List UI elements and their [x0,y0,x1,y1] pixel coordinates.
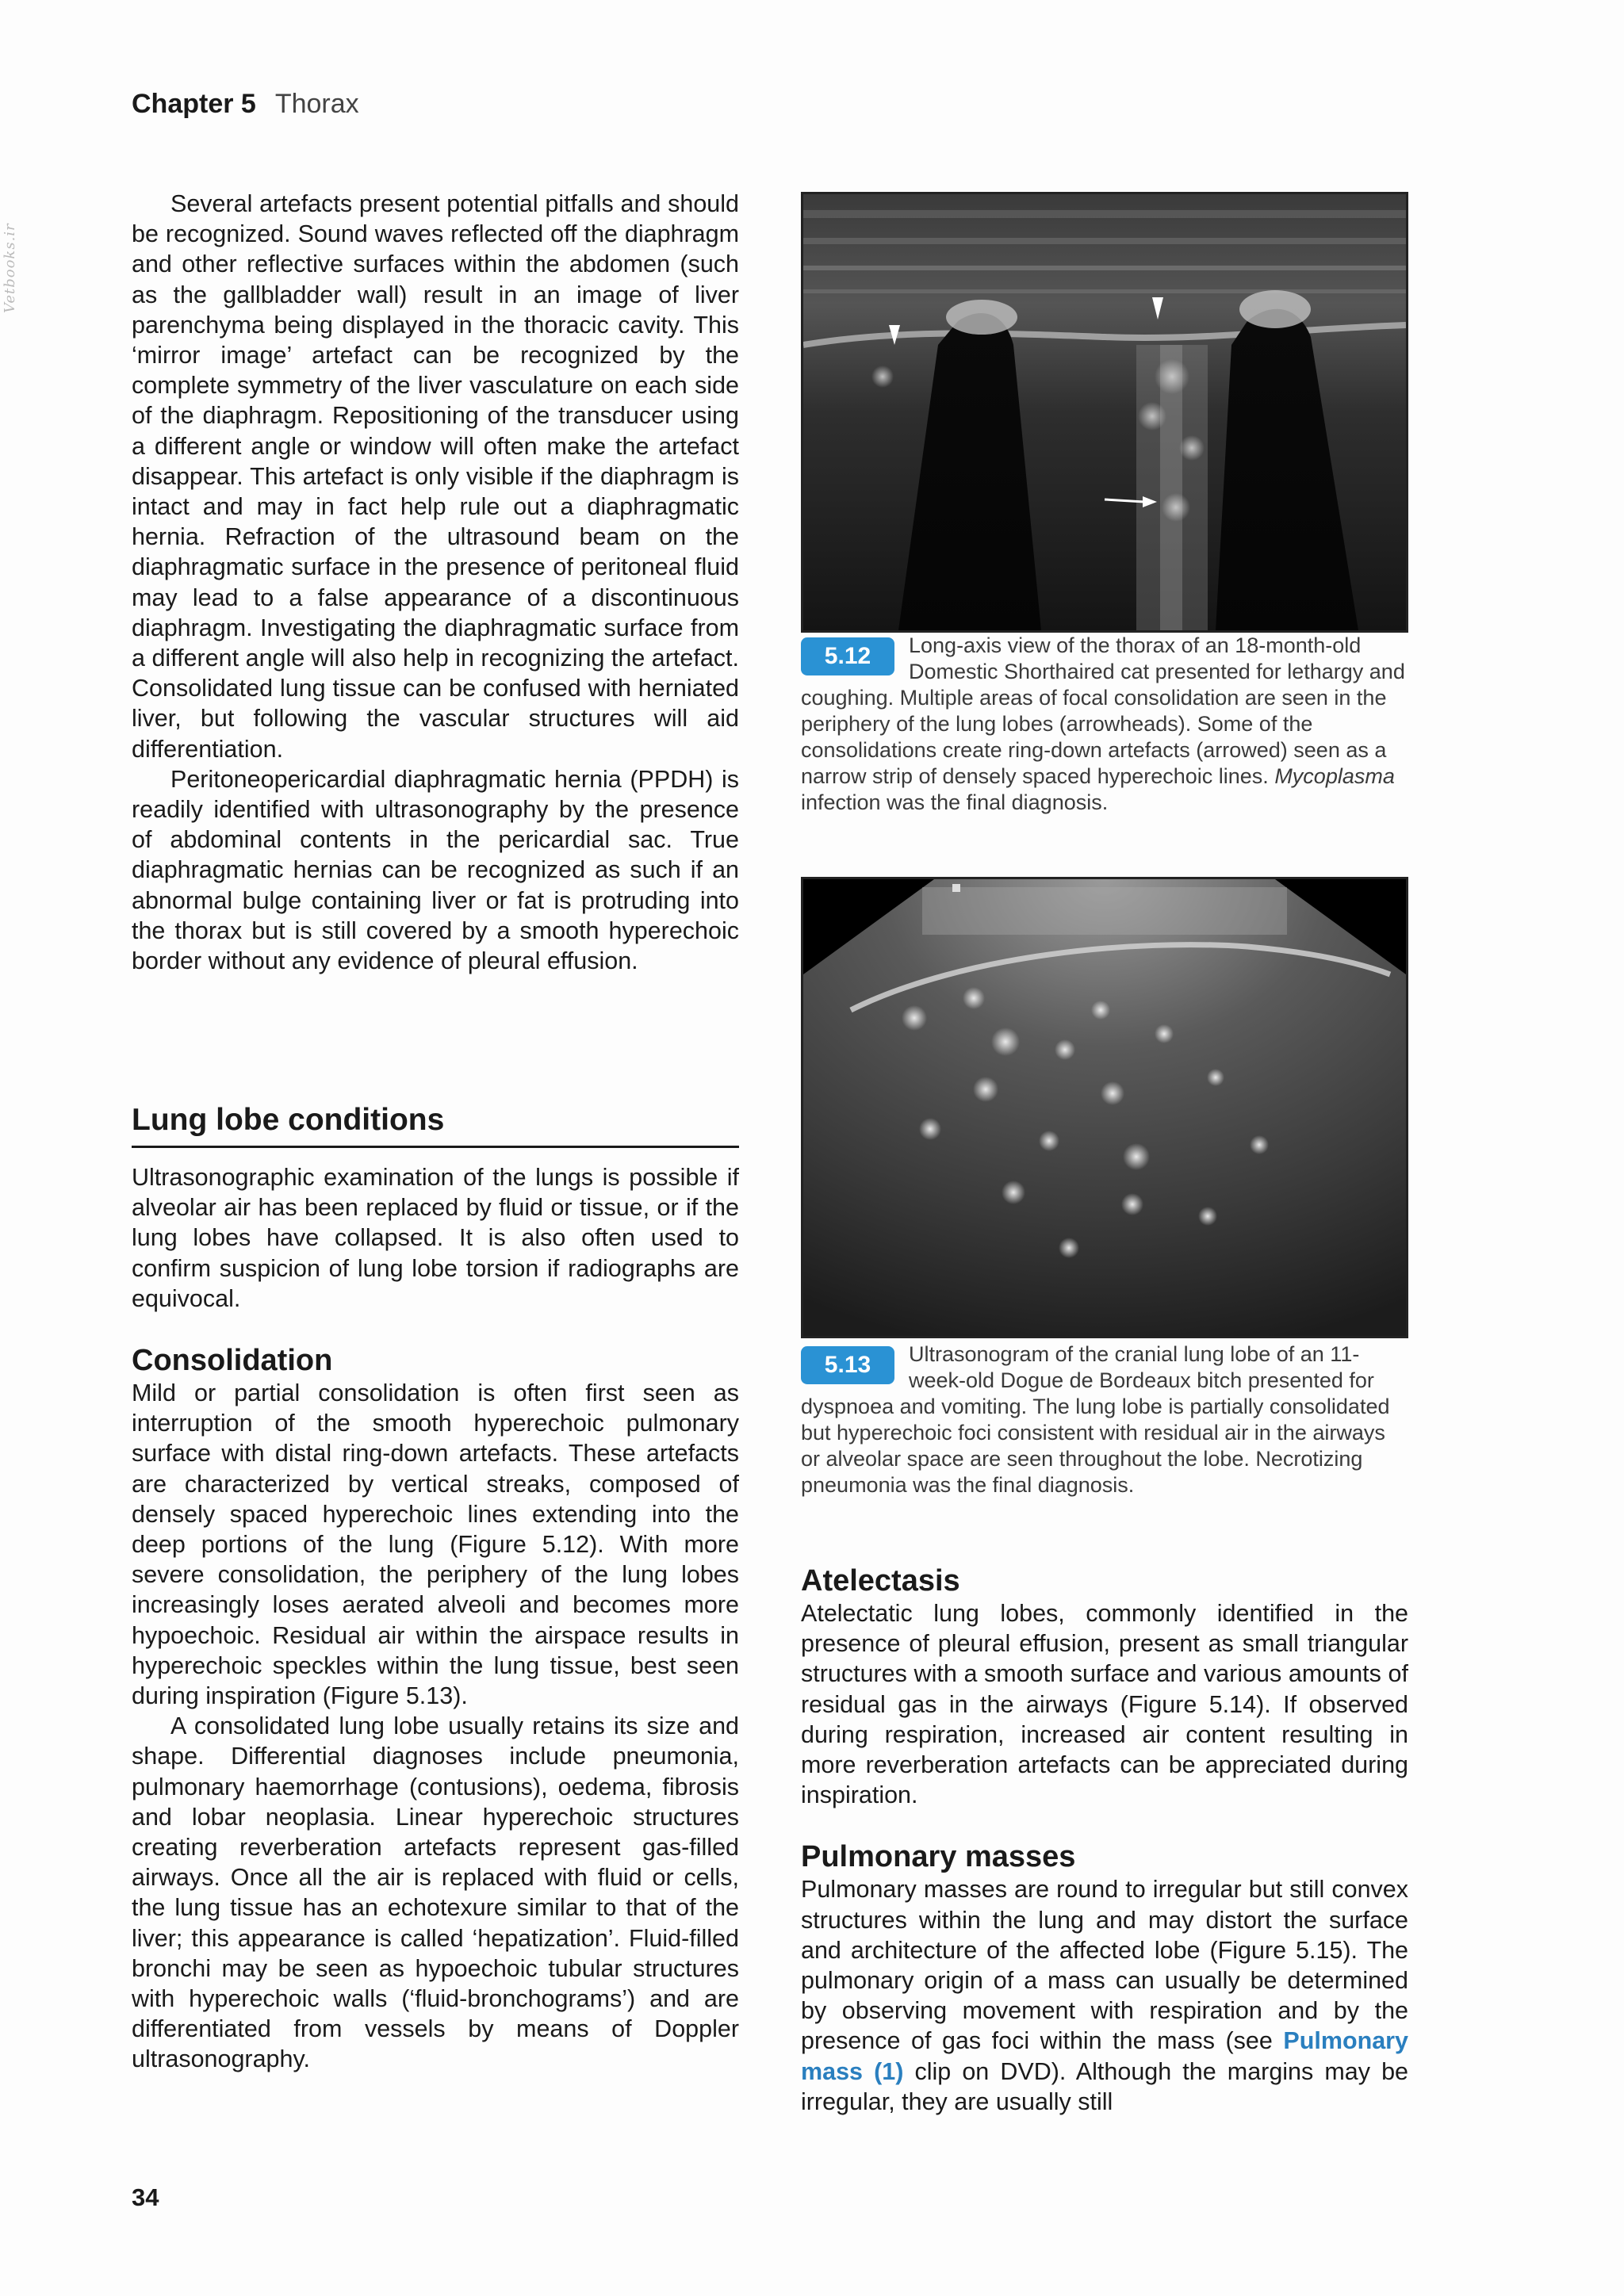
atelectasis-paragraph: Atelectatic lung lobes, commonly identified in the presence of pleural effusion, present as small triangular structures with a smooth surface and various amounts of residual gas in the airways (Figure 5.14). If observed during respiration, increased air content resulting in more reverberation artefacts can be appreciated during inspiration. [801,1600,1408,1809]
figure-5-12-image [801,192,1408,633]
watermark: Vetbooks.ir [2,223,18,313]
section-heading: Lung lobe conditions [132,1103,739,1148]
caption-text: infection was the final diagnosis. [801,790,1109,814]
chapter-label: Chapter 5 [132,89,256,119]
consolidation-heading: Consolidation [132,1344,333,1378]
chapter-title: Thorax [274,89,359,119]
caption-italic-text: Mycoplasma [1274,764,1395,788]
figure-5-13-caption [801,1341,1408,1498]
page-number: 34 [132,2183,159,2211]
ultrasound-image-5-13 [803,879,1406,1336]
pulmonary-masses-heading: Pulmonary masses [801,1840,1076,1874]
left-column-top [132,189,739,976]
ultrasound-image-5-12 [803,194,1406,630]
dvd-clip-link[interactable]: Pulmonary mass (1) [801,2027,1408,2085]
caption-text: Long-axis view of the thorax of an 18-month-old Domestic Shorthaired cat presented for lethargy and coughing. Multiple areas of focal consolidation are seen in the periphery of the lung lobes (arrowheads). Some of the consolidations create ring-down artefacts (arrowed) seen as a narrow strip of densely spaced hyperechoic lines. [801,633,1405,788]
consolidation-paragraph-1: Mild or partial consolidation is often first seen as interruption of the smooth hyperechoic pulmonary surface with distal ring-down artefacts. These artefacts are characterized by vertical streaks, composed of densely spaced hyperechoic lines extending into the deep portions of the lung (Figure 5.12). With more severe consolidation, the periphery of the lung lobes increasingly loses aerated alveoli and becomes more hypoechoic. Residual air within the airspace results in hyperechoic speckles within the lung tissue, best seen during inspiration (Figure 5.13). [132,1380,739,1710]
masses-text: clip on DVD). Although the margins may be irregular, they are usually still [801,2057,1409,2115]
paragraph-artefacts: Several artefacts present potential pitfalls and should be recognized. Sound waves reflected off the diaphragm and other reflective surfaces within the abdomen (such as the gallbladder wall) result in an image of liver parenchyma being displayed in the thoracic cavity. This ‘mirror image’ artefact can be recognized by the complete symmetry of the liver vasculature on each side of the diaphragm. Repositioning of the transducer using a different angle or window will often make the artefact disappear. This artefact is only visible if the diaphragm is intact and may in fact help rule out a diaphragmatic hernia. Refraction of the ultrasound beam on the diaphragmatic surface in the presence of peritoneal fluid may lead to a false appearance of a discontinuous diaphragm. Investigating the diaphragmatic surface from a different angle will also help in recognizing the artefact. Consolidated lung tissue can be confused with herniated liver, but following the vascular structures will aid differentiation. [132,190,739,763]
left-column-bottom [132,1162,739,2075]
masses-text: Pulmonary masses are round to irregular but still convex structures within the lung and may distort the surface and architecture of the affected lobe (Figure 5.15). The pulmonary origin of a mass can usually be determined by observing movement with respiration and by the presence of gas foci within the mass (see [801,1876,1408,2055]
figure-number-badge: 5.13 [801,1346,894,1384]
figure-number-badge: 5.12 [801,637,894,675]
figure-5-12-caption [801,633,1408,816]
right-column-bottom [801,1563,1408,2117]
section-intro: Ultrasonographic examination of the lungs is possible if alveolar air has been replaced by fluid or tissue, or if the lung lobes have collapsed. It is also often used to confirm suspicion of lung lobe torsion if radiographs are equivocal. [132,1164,739,1312]
figure-5-13-image [801,877,1408,1338]
paragraph-ppdh: Peritoneopericardial diaphragmatic hernia (PPDH) is readily identified with ultrasonography by the presence of abdominal contents in the pericardial sac. True diaphragmatic hernias can be recognized as such if an abnormal bulge containing liver or fat is protruding into the thorax but is still covered by a smooth hyperechoic border without any evidence of pleural effusion. [132,765,739,975]
atelectasis-heading: Atelectasis [801,1564,960,1598]
pulmonary-masses-paragraph [801,1874,1408,2117]
running-head [132,89,359,120]
transducer-marker [952,884,960,892]
caption-text: Ultrasonogram of the cranial lung lobe of an 11-week-old Dogue de Bordeaux bitch presented for dyspnoea and vomiting. The lung lobe is partially consolidated but hyperechoic foci consistent with residual air in the airways or alveolar space are seen throughout the lobe. Necrotizing pneumonia was the final diagnosis. [801,1342,1390,1497]
consolidation-paragraph-2: A consolidated lung lobe usually retains its size and shape. Differential diagnoses include pneumonia, pulmonary haemorrhage (contusions), oedema, fibrosis and lobar neoplasia. Linear hyperechoic structures creating reverberation artefacts represent gas-filled airways. Once all the air is replaced with fluid or cells, the lung tissue has an echotexure similar to that of the liver; this appearance is called ‘hepatization’. Fluid-filled bronchi may be seen as hypoechoic tubular structures with hyperechoic walls (‘fluid-bronchograms’) and are differentiated from vessels by means of Doppler ultrasonography. [132,1712,739,2073]
